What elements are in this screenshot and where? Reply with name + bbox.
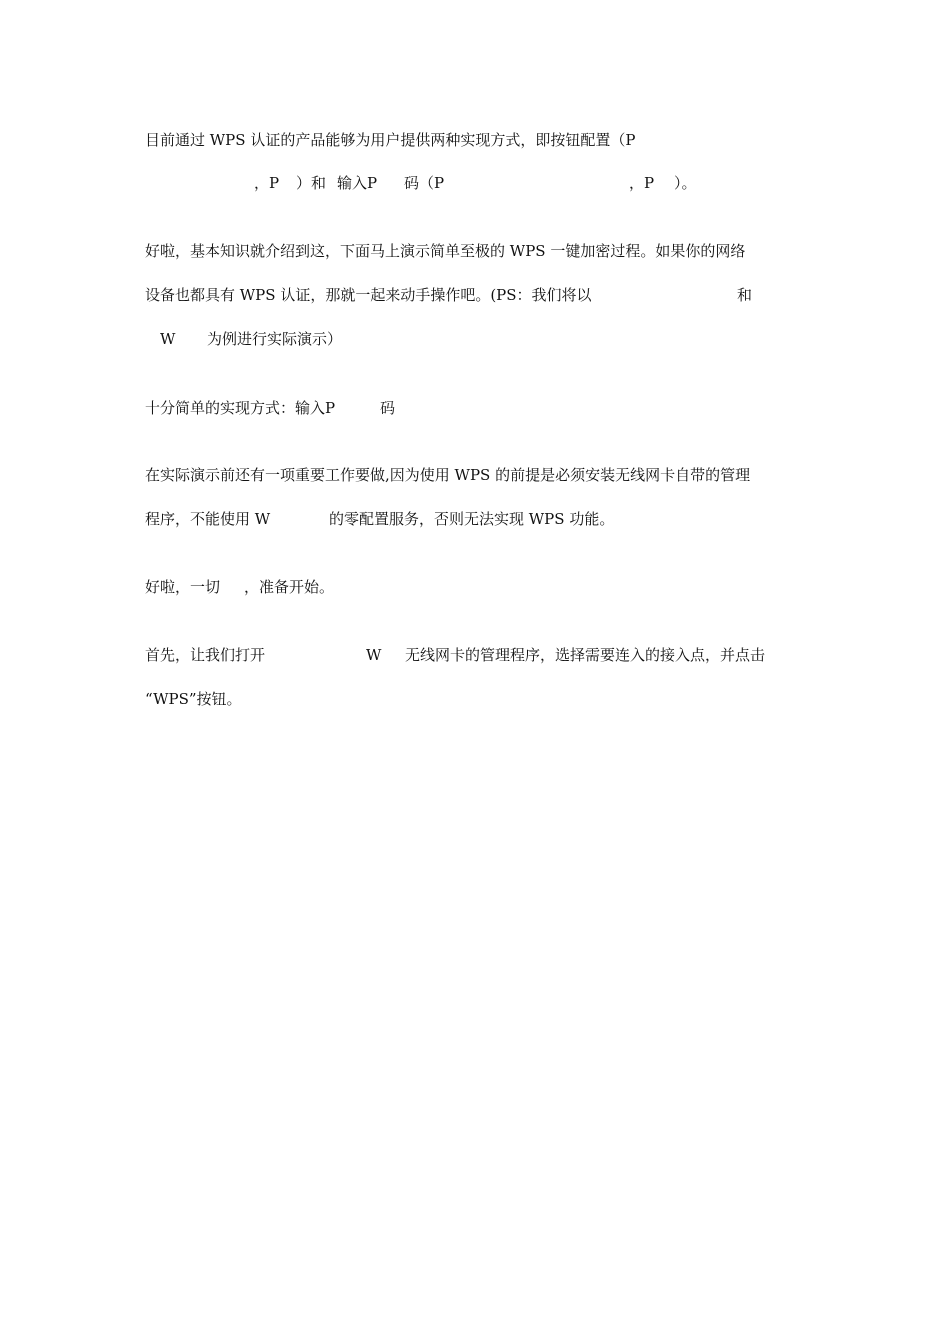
paragraph-5-line-1 (0, 643, 950, 667)
paragraph-4-line-1 (0, 575, 950, 599)
paragraph-1-text: 目前通过 WPS 认证的产品能够为用户提供两种实现方式，即按钮配置（P (145, 131, 636, 149)
paragraph-1-segment: ）和 (296, 174, 327, 192)
paragraph-2-line-1 (0, 239, 950, 263)
paragraph-2-line-3 (0, 327, 950, 351)
paragraph-1-segment: ，P (254, 174, 280, 192)
paragraph-4-segment: 好啦，一切 (145, 578, 221, 596)
paragraph-5-text: “WPS”按钮。 (145, 690, 242, 708)
paragraph-1-segment: ，P (629, 174, 655, 192)
paragraph-1-line-1 (0, 128, 950, 152)
paragraph-2-text: 好啦，基本知识就介绍到这，下面马上演示简单至极的 WPS 一键加密过程。如果你的网络 (145, 242, 746, 260)
section-heading-text: 码 (380, 399, 396, 417)
section-heading-text: 十分简单的实现方式：输入P (145, 399, 336, 417)
paragraph-2-segment: W (160, 330, 176, 348)
paragraph-2-segment: 和 (737, 286, 753, 304)
paragraph-2-line-2 (0, 283, 950, 307)
paragraph-3-segment: 程序，不能使用 W (145, 510, 271, 528)
paragraph-5-segment: W (366, 646, 382, 664)
paragraph-2-segment: 设备也都具有 WPS 认证，那就一起来动手操作吧。(PS：我们将以 (145, 286, 592, 304)
paragraph-3-segment: 的零配置服务，否则无法实现 WPS 功能。 (329, 510, 615, 528)
paragraph-2-segment: 为例进行实际演示） (207, 330, 343, 348)
paragraph-3-line-2 (0, 507, 950, 531)
paragraph-4-segment: ，准备开始。 (244, 578, 335, 596)
paragraph-1-segment: 码（P (404, 174, 445, 192)
paragraph-1-segment: ）。 (674, 174, 697, 192)
paragraph-3-line-1 (0, 463, 950, 487)
paragraph-5-segment: 无线网卡的管理程序，选择需要连入的接入点，并点击 (405, 646, 766, 664)
paragraph-1-line-2 (0, 171, 950, 195)
paragraph-1-segment: 输入P (337, 174, 378, 192)
paragraph-5-line-2 (0, 687, 950, 711)
section-heading (0, 396, 950, 420)
paragraph-5-segment: 首先，让我们打开 (145, 646, 266, 664)
paragraph-3-text: 在实际演示前还有一项重要工作要做,因为使用 WPS 的前提是必须安装无线网卡自带的管理 (145, 466, 751, 484)
